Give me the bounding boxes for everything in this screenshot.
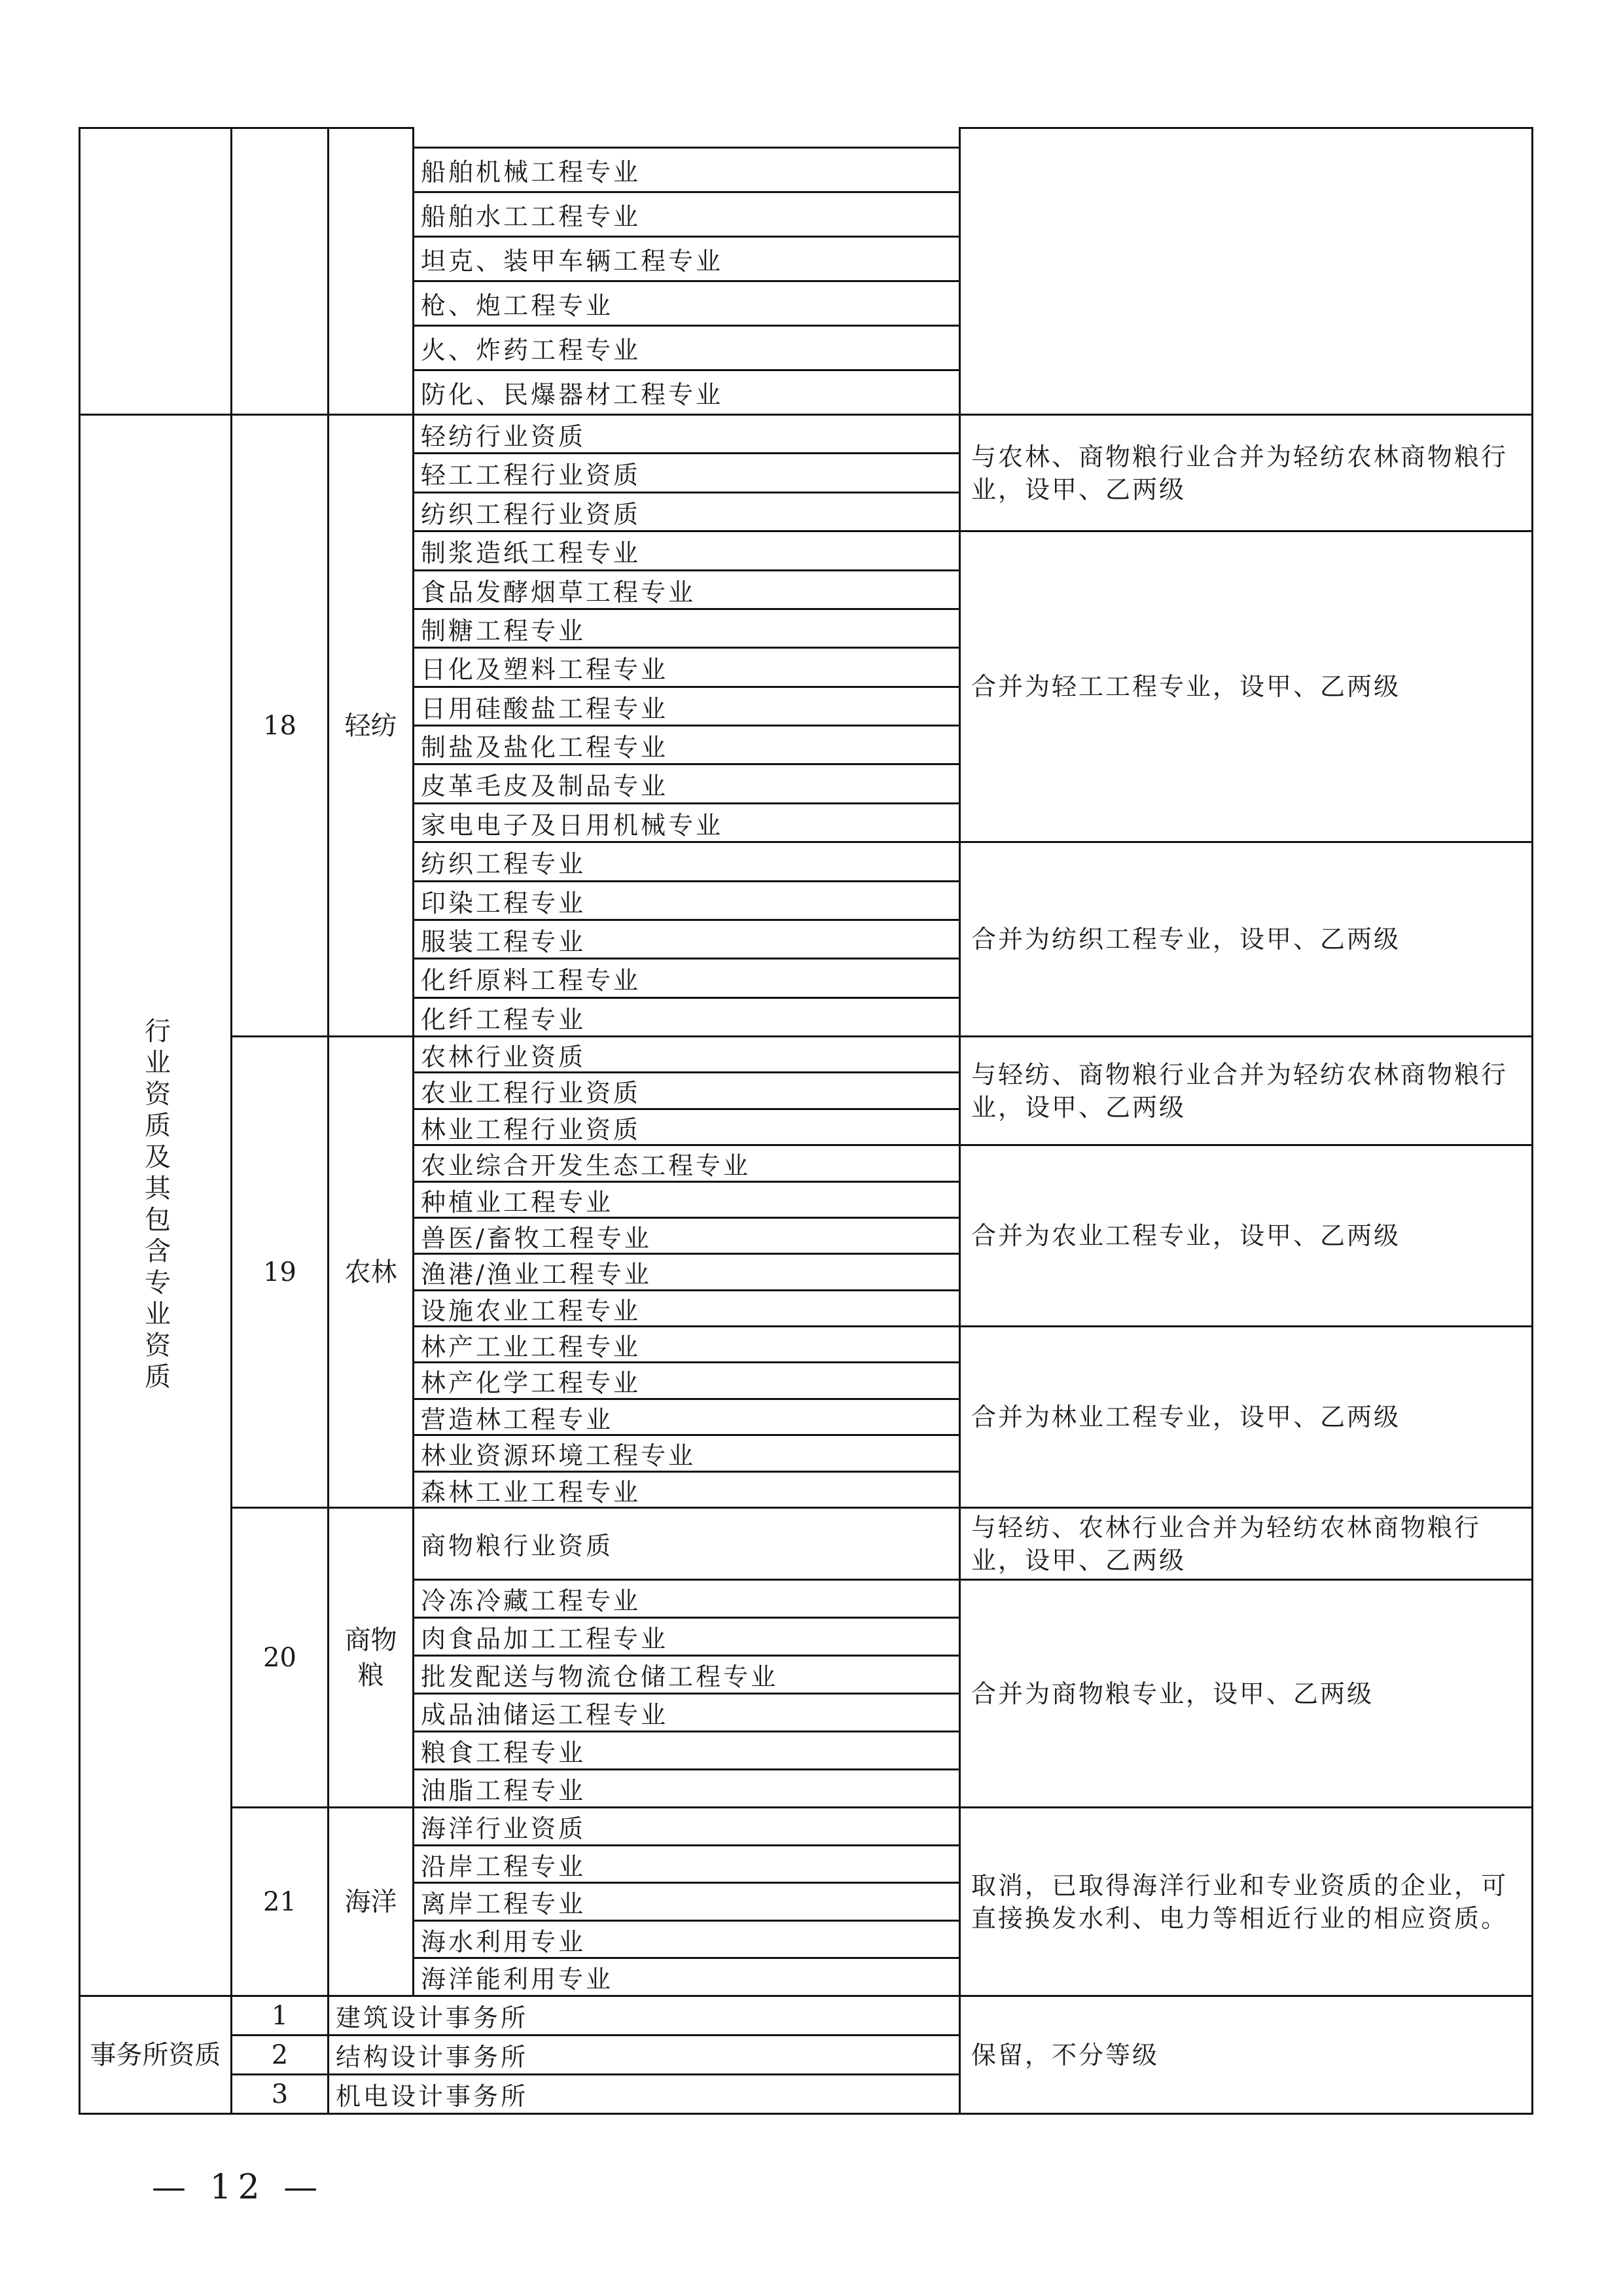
group-cell-continued	[79, 127, 232, 416]
item-row	[412, 1144, 961, 1183]
firm-number-text: 3	[271, 2079, 289, 2109]
firm-note-cell-text: 保留，不分等级	[971, 2040, 1160, 2070]
firm-number	[230, 1995, 329, 2036]
note-cell	[959, 841, 1533, 1037]
item-row	[412, 1844, 961, 1884]
firm-number-text: 1	[271, 2000, 289, 2031]
item-row-text: 日化及塑料工程专业	[421, 655, 669, 684]
item-row-text: 防化、民爆器材工程专业	[421, 380, 724, 409]
item-row	[412, 492, 961, 532]
note-cell	[959, 1507, 1533, 1581]
page-number: — 12 —	[152, 2168, 325, 2207]
item-row	[412, 569, 961, 610]
item-row	[412, 1731, 961, 1770]
item-row-text: 设施农业工程专业	[421, 1296, 641, 1325]
item-row-text: 制糖工程专业	[421, 616, 586, 645]
item-row-text: 船舶机械工程专业	[421, 158, 641, 187]
item-row	[412, 1217, 961, 1255]
industry-name-18-text: 轻纺	[344, 710, 397, 741]
item-row-text: 服装工程专业	[421, 927, 586, 956]
note-cell-text: 合并为林业工程专业，设甲、乙两级	[971, 1403, 1401, 1431]
firm-number	[230, 2073, 329, 2115]
note-cell-text: 与轻纺、商物粮行业合并为轻纺农林商物粮行业，设甲、乙两级	[971, 1060, 1508, 1122]
item-row	[412, 530, 961, 571]
item-row	[412, 280, 961, 327]
item-row	[412, 1882, 961, 1922]
item-row	[412, 1617, 961, 1657]
item-row	[412, 1108, 961, 1146]
item-row-text: 兽医/畜牧工程专业	[421, 1223, 652, 1253]
name-cell-continued	[327, 127, 414, 416]
item-row	[412, 1071, 961, 1110]
item-row	[412, 325, 961, 371]
item-row-text: 船舶水工工程专业	[421, 202, 641, 231]
industry-number-19	[230, 1035, 329, 1509]
industry-number-21	[230, 1806, 329, 1997]
note-cell-continued	[959, 127, 1533, 416]
item-row-text: 农林行业资质	[421, 1042, 586, 1071]
industry-name-21-text: 海洋	[344, 1886, 397, 1917]
item-row-text: 农业综合开发生态工程专业	[421, 1151, 751, 1180]
item-row-text: 制盐及盐化工程专业	[421, 732, 669, 762]
item-row-text: 粮食工程专业	[421, 1738, 586, 1767]
item-row-text: 森林工业工程专业	[421, 1477, 641, 1507]
note-cell	[959, 414, 1533, 532]
item-row	[412, 763, 961, 804]
firm-number-text: 2	[271, 2039, 289, 2070]
industry-number-19-text: 19	[263, 1257, 296, 1287]
item-row	[412, 1253, 961, 1291]
item-row	[412, 608, 961, 649]
item-row-text: 林产工业工程专业	[421, 1332, 641, 1361]
note-cell	[959, 530, 1533, 843]
note-cell-text: 取消，已取得海洋行业和专业资质的企业，可直接换发水利、电力等相近行业的相应资质。	[971, 1871, 1508, 1933]
industry-number-18	[230, 414, 329, 1037]
item-row-text: 日用硅酸盐工程专业	[421, 694, 669, 723]
firm-note-cell	[959, 1995, 1533, 2115]
item-row-text: 海洋行业资质	[421, 1814, 586, 1843]
industry-number-20	[230, 1507, 329, 1808]
note-cell-text: 合并为商物粮专业，设甲、乙两级	[971, 1679, 1374, 1708]
note-cell	[959, 1144, 1533, 1327]
item-row	[412, 452, 961, 493]
item-row	[412, 369, 961, 416]
item-row	[412, 1655, 961, 1695]
item-row	[412, 686, 961, 726]
item-row-text: 农业工程行业资质	[421, 1079, 641, 1107]
item-row	[412, 1507, 961, 1581]
item-row-text: 轻纺行业资质	[421, 422, 586, 451]
item-row-text: 林产化学工程专业	[421, 1369, 641, 1397]
note-cell-text: 合并为纺织工程专业，设甲、乙两级	[971, 925, 1401, 954]
item-row	[412, 1181, 961, 1219]
industry-name-19	[327, 1035, 414, 1509]
item-row-text: 离岸工程专业	[421, 1890, 586, 1918]
item-row	[412, 1035, 961, 1073]
item-row	[412, 1361, 961, 1400]
item-row-text: 印染工程专业	[421, 888, 586, 918]
item-row-text: 林业工程行业资质	[421, 1115, 641, 1144]
item-row	[412, 919, 961, 960]
group-label-cell-text: 行业资质及其包含专业资质	[140, 1016, 171, 1394]
firm-name-text: 建筑设计事务所	[336, 2003, 529, 2032]
industry-number-18-text: 18	[263, 710, 296, 741]
item-row	[412, 647, 961, 688]
item-row-text: 皮革毛皮及制品专业	[421, 772, 669, 800]
industry-name-19-text: 农林	[344, 1257, 397, 1287]
note-cell	[959, 1035, 1533, 1146]
note-cell	[959, 1806, 1533, 1997]
industry-name-20-text: 商物粮	[344, 1624, 397, 1691]
item-row-text: 坦克、装甲车辆工程专业	[421, 247, 724, 276]
item-row	[412, 1398, 961, 1436]
firm-name	[327, 2073, 961, 2115]
item-row-text: 商物粮行业资质	[421, 1532, 614, 1560]
item-row-text: 火、炸药工程专业	[421, 336, 641, 365]
item-row-text: 家电电子及日用机械专业	[421, 810, 724, 840]
item-row-text: 营造林工程专业	[421, 1405, 614, 1434]
industry-name-21	[327, 1806, 414, 1997]
item-row-text: 制浆造纸工程专业	[421, 539, 641, 567]
item-row	[412, 1693, 961, 1732]
item-row-text: 轻工工程行业资质	[421, 461, 641, 490]
item-row-text: 肉食品加工工程专业	[421, 1624, 669, 1653]
firm-name	[327, 2034, 961, 2075]
item-row	[412, 1957, 961, 1997]
item-row	[412, 191, 961, 238]
firm-label-cell-text: 事务所资质	[90, 2039, 221, 2070]
number-cell-continued	[230, 127, 329, 416]
note-cell-text: 与轻纺、农林行业合并为轻纺农林商物粮行业，设甲、乙两级	[971, 1513, 1482, 1575]
item-row	[412, 1806, 961, 1846]
item-row	[412, 1434, 961, 1473]
firm-name	[327, 1995, 961, 2036]
note-cell-text: 合并为农业工程专业，设甲、乙两级	[971, 1221, 1401, 1250]
item-row-text: 冷冻冷藏工程专业	[421, 1587, 641, 1615]
firm-name-text: 结构设计事务所	[336, 2043, 529, 2072]
item-row-text: 纺织工程行业资质	[421, 499, 641, 529]
industry-name-20	[327, 1507, 414, 1808]
item-row	[412, 802, 961, 843]
industry-number-20-text: 20	[263, 1642, 296, 1673]
item-row	[412, 1325, 961, 1363]
item-row	[412, 147, 961, 193]
item-row	[412, 236, 961, 282]
item-row-text: 成品油储运工程专业	[421, 1700, 669, 1729]
group-label-cell	[79, 414, 232, 1997]
item-row	[412, 1471, 961, 1509]
item-row-text: 批发配送与物流仓储工程专业	[421, 1662, 779, 1691]
firm-label-cell	[79, 1995, 232, 2115]
firm-name-text: 机电设计事务所	[336, 2082, 529, 2111]
note-cell-text: 合并为轻工工程专业，设甲、乙两级	[971, 672, 1401, 701]
item-row	[412, 958, 961, 999]
item-row-text: 渔港/渔业工程专业	[421, 1260, 652, 1289]
item-row-text: 海水利用专业	[421, 1927, 586, 1956]
item-row-text: 种植业工程专业	[421, 1187, 614, 1217]
industry-number-21-text: 21	[263, 1886, 296, 1917]
note-cell-text: 与农林、商物粮行业合并为轻纺农林商物粮行业，设甲、乙两级	[971, 442, 1508, 504]
item-row-text: 化纤工程专业	[421, 1005, 586, 1034]
item-row	[412, 880, 961, 921]
item-row-text: 纺织工程专业	[421, 850, 586, 878]
item-row-text: 食品发酵烟草工程专业	[421, 577, 696, 607]
industry-name-18	[327, 414, 414, 1037]
item-row	[412, 1768, 961, 1808]
item-row-text: 油脂工程专业	[421, 1776, 586, 1805]
firm-number	[230, 2034, 329, 2075]
item-row	[412, 414, 961, 454]
item-row-text: 枪、炮工程专业	[421, 291, 614, 320]
note-cell	[959, 1579, 1533, 1808]
item-row	[412, 1289, 961, 1327]
item-row-text: 化纤原料工程专业	[421, 966, 641, 995]
item-row-text: 林业资源环境工程专业	[421, 1441, 696, 1470]
item-row-text: 沿岸工程专业	[421, 1852, 586, 1881]
item-row	[412, 1920, 961, 1959]
note-cell	[959, 1325, 1533, 1509]
item-row-text: 海洋能利用专业	[421, 1965, 614, 1994]
item-row	[412, 997, 961, 1037]
item-row	[412, 1579, 961, 1619]
item-row	[412, 725, 961, 765]
item-row	[412, 841, 961, 882]
